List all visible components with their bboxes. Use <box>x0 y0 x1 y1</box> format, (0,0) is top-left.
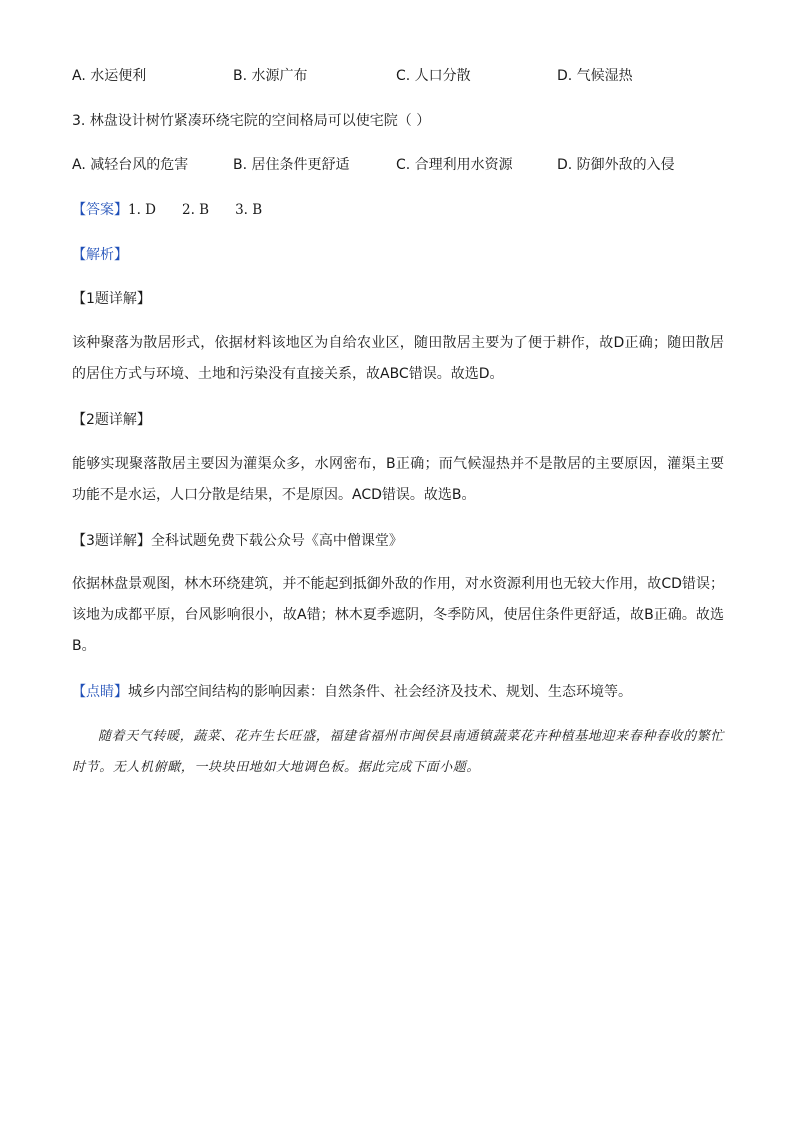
q3-option-c: C. 合理利用水资源 <box>396 157 513 173</box>
analysis-label: 【解析】 <box>72 247 128 263</box>
q2-option-a: A. 水运便利 <box>72 68 147 84</box>
q2-option-d: D. 气候湿热 <box>557 68 633 84</box>
detail2-text: 能够实现聚落散居主要因为灌渠众多，水网密布，B正确；而气候湿热并不是散居的主要原因，灌渠主要功能不是水运，人口分散是结果，不是原因。ACD错误。故选B。 <box>72 456 724 503</box>
answer-label: 【答案】 <box>72 202 128 218</box>
q3-option-d: D. 防御外敌的入侵 <box>557 157 675 173</box>
detail3-label: 【3题详解】 <box>72 533 151 549</box>
answer-3: 3. B <box>235 202 263 218</box>
comment-text: 城乡内部空间结构的影响因素：自然条件、社会经济及技术、规划、生态环境等。 <box>128 684 632 700</box>
q3-option-b: B. 居住条件更舒适 <box>233 157 350 173</box>
answer-1: 1. D <box>128 202 156 218</box>
detail2-label: 【2题详解】 <box>72 412 151 428</box>
comment-line <box>72 682 632 702</box>
comment-label: 【点睛】 <box>72 684 128 700</box>
answer-line <box>72 200 262 220</box>
q2-option-c: C. 人口分散 <box>396 68 471 84</box>
detail1-label: 【1题详解】 <box>72 291 151 307</box>
detail3-text: 依据林盘景观图，林木环绕建筑，并不能起到抵御外敌的作用，对水资源利用也无较大作用，故CD错误；该地为成都平原，台风影响很小，故A错；林木夏季遮阴，冬季防风，使居住条件更舒适，故B正确。故选B。 <box>72 576 724 654</box>
detail3-promo: 全科试题免费下载公众号《高中僧课堂》 <box>150 533 403 549</box>
answer-2: 2. B <box>182 202 210 218</box>
detail1-text: 该种聚落为散居形式，依据材料该地区为自给农业区，随田散居主要为了便于耕作，故D正确；随田散居的居住方式与环境、土地和污染没有直接关系，故ABC错误。故选D。 <box>72 335 724 382</box>
detail3-heading <box>72 531 403 551</box>
q2-option-b: B. 水源广布 <box>233 68 308 84</box>
q3-stem: 3. 林盘设计树竹紧凑环绕宅院的空间格局可以使宅院（ ） <box>72 113 431 129</box>
q3-option-a: A. 减轻台风的危害 <box>72 157 189 173</box>
intro-passage: 随着天气转暖，蔬菜、花卉生长旺盛，福建省福州市闽侯县南通镇蔬菜花卉种植基地迎来春种春收的繁忙时节。无人机俯瞰，一块块田地如大地调色板。据此完成下面小题。 <box>72 729 724 775</box>
